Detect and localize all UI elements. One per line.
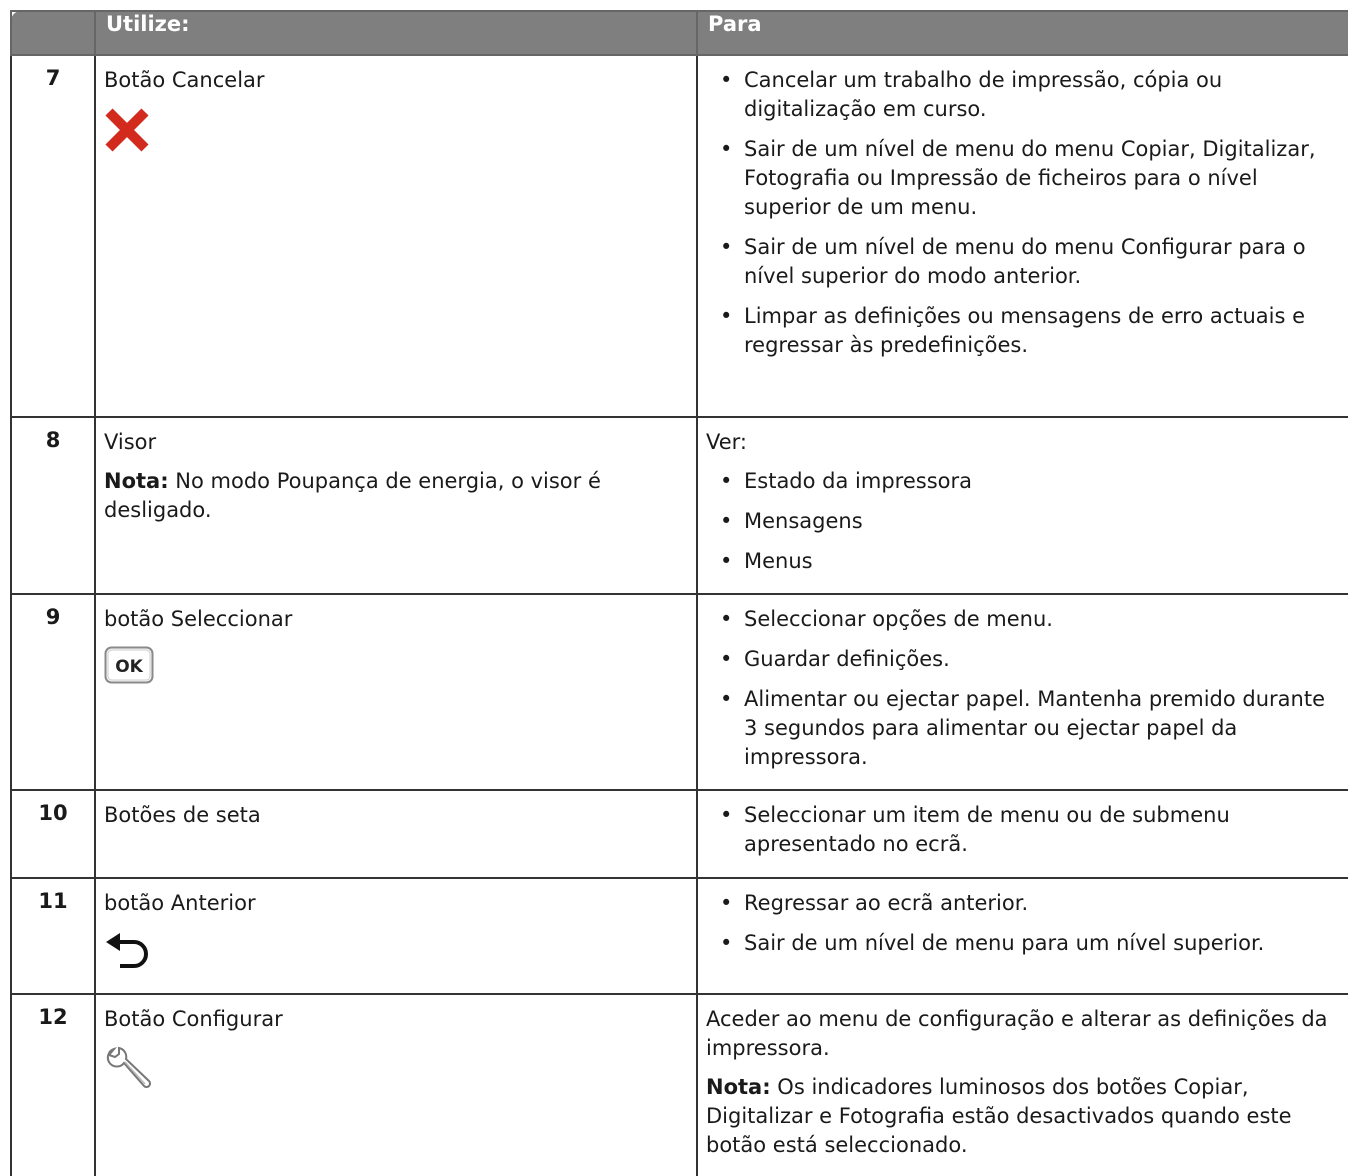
note [104, 467, 688, 525]
row-number: 10 [11, 790, 95, 878]
ok-button-icon [104, 646, 154, 689]
use-cell [95, 994, 697, 1176]
list-item: • Estado da impressora [706, 467, 1341, 496]
row-number: 8 [11, 417, 95, 594]
use-label: Botões de seta [104, 803, 261, 827]
list-item: • Limpar as definições ou mensagens de erro actuais e regressar às predefinições. [706, 302, 1341, 360]
use-cell [95, 594, 697, 790]
list-item: • Seleccionar um item de menu ou de submenu apresentado no ecrã. [706, 801, 1341, 859]
list-item: • Sair de um nível de menu do menu Copiar, Digitalizar, Fotografia ou Impressão de ficheiros para o nível superior de um menu. [706, 135, 1341, 222]
para-cell [697, 417, 1348, 594]
list-item: • Guardar definições. [706, 645, 1341, 674]
list-item: • Sair de um nível de menu do menu Configurar para o nível superior do modo anterior. [706, 233, 1341, 291]
button-reference-table [10, 10, 1348, 1176]
para-cell [697, 994, 1348, 1176]
use-label: Botão Cancelar [104, 68, 265, 92]
use-label: Botão Configurar [104, 1007, 283, 1031]
ok-icon-text: OK [115, 657, 143, 677]
use-cell [95, 878, 697, 994]
use-cell [95, 790, 697, 878]
list-item: • Mensagens [706, 507, 1341, 536]
use-label: botão Seleccionar [104, 607, 293, 631]
note-label: Nota: [706, 1075, 771, 1099]
bullet-list [706, 605, 1341, 772]
note [706, 1073, 1341, 1160]
table-row [11, 790, 1348, 878]
para-cell [697, 790, 1348, 878]
bullet-list [706, 889, 1341, 958]
list-item: • Menus [706, 547, 1341, 576]
para-cell [697, 594, 1348, 790]
note-label: Nota: [104, 469, 169, 493]
list-item: • Cancelar um trabalho de impressão, cópia ou digitalização em curso. [706, 66, 1341, 124]
use-cell [95, 417, 697, 594]
table-row [11, 55, 1348, 417]
table-row [11, 594, 1348, 790]
para-cell [697, 55, 1348, 417]
row-number: 11 [11, 878, 95, 994]
header-para: Para [697, 11, 1348, 55]
row-number: 12 [11, 994, 95, 1176]
table-row [11, 417, 1348, 594]
wrench-icon [104, 1046, 154, 1101]
table-row [11, 994, 1348, 1176]
list-item: • Seleccionar opções de menu. [706, 605, 1341, 634]
list-item: • Sair de um nível de menu para um nível superior. [706, 929, 1341, 958]
note-text: Os indicadores luminosos dos botões Copiar, Digitalizar e Fotografia estão desactivados quando este botão está seleccionado. [706, 1075, 1292, 1157]
cancel-x-icon [104, 107, 150, 158]
list-item: • Alimentar ou ejectar papel. Mantenha premido durante 3 segundos para alimentar ou ejectar papel da impressora. [706, 685, 1341, 772]
para-cell [697, 878, 1348, 994]
row-number: 9 [11, 594, 95, 790]
use-label: botão Anterior [104, 891, 256, 915]
table-row [11, 878, 1348, 994]
use-cell [95, 55, 697, 417]
note-text: No modo Poupança de energia, o visor é desligado. [104, 469, 601, 522]
header-use: Utilize: [95, 11, 697, 55]
para-text: Aceder ao menu de configuração e alterar as definições da impressora. [706, 1007, 1328, 1060]
bullet-list [706, 467, 1341, 576]
row-number: 7 [11, 55, 95, 417]
back-arrow-icon [104, 930, 154, 977]
bullet-list [706, 801, 1341, 859]
intro-text: Ver: [706, 430, 747, 454]
bullet-list [706, 66, 1341, 360]
list-item: • Regressar ao ecrã anterior. [706, 889, 1341, 918]
table-header-row [11, 11, 1348, 55]
use-label: Visor [104, 430, 157, 454]
header-number [11, 11, 95, 55]
